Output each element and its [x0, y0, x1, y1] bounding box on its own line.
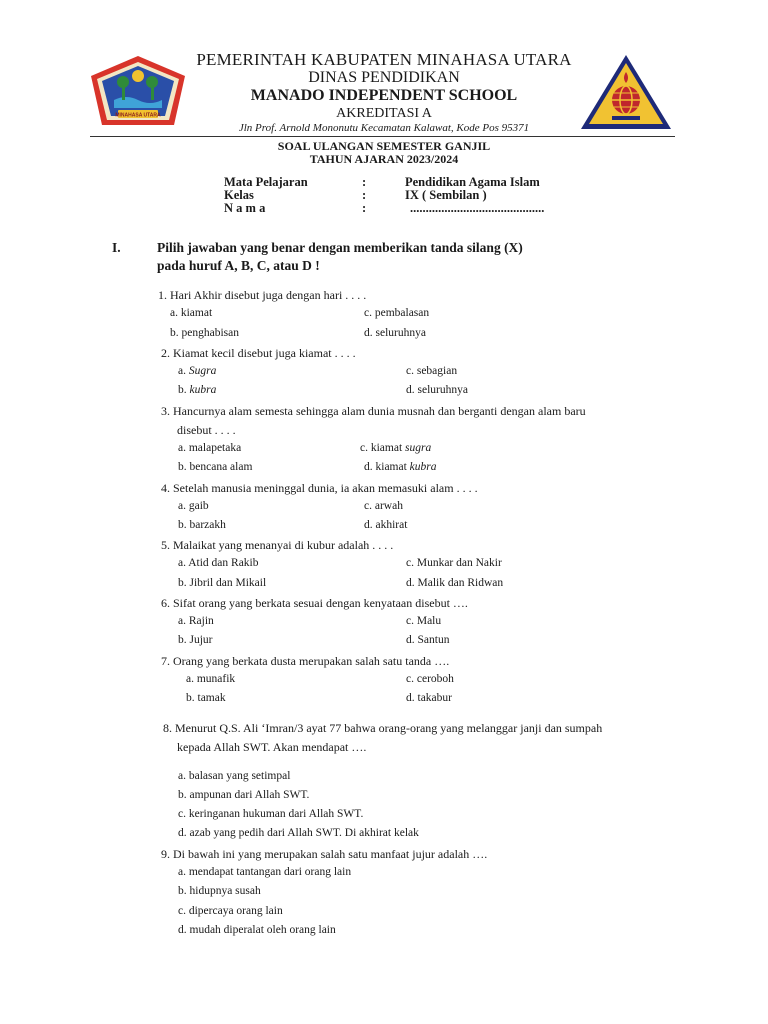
- section-number: I.: [112, 240, 121, 255]
- q2-option-d: d. seluruhnya: [406, 384, 468, 396]
- q4-option-b: b. barzakh: [178, 519, 226, 531]
- header-school-name: MANADO INDEPENDENT SCHOOL: [250, 87, 518, 104]
- q1-option-b: b. penghabisan: [170, 327, 239, 339]
- question-1: 1. Hari Akhir disebut juga dengan hari . . . .: [158, 288, 367, 302]
- q4-option-d: d. akhirat: [364, 519, 408, 531]
- question-8-line-2: kepada Allah SWT. Akan mendapat ….: [177, 740, 367, 754]
- name-colon: :: [362, 201, 367, 215]
- section-instruction-2: pada huruf A, B, C, atau D !: [157, 258, 320, 273]
- q3-option-b: b. bencana alam: [178, 461, 253, 473]
- header-address: Jln Prof. Arnold Mononutu Kecamatan Kalawat, Kode Pos 95371: [238, 122, 530, 134]
- q9-option-d: d. mudah diperalat oleh orang lain: [178, 924, 336, 936]
- class-value: IX ( Sembilan ): [405, 188, 487, 202]
- q5-option-b: b. Jibril dan Mikail: [178, 577, 267, 589]
- q2-option-c: c. sebagian: [406, 365, 458, 377]
- name-label: N a m a: [224, 201, 266, 215]
- exam-title: SOAL ULANGAN SEMESTER GANJIL: [277, 139, 491, 153]
- q3-option-a: a. malapetaka: [178, 442, 242, 454]
- question-4: 4. Setelah manusia meninggal dunia, ia akan memasuki alam . . . .: [161, 481, 478, 495]
- q3-option-d: d. kiamat kubra: [364, 461, 437, 473]
- header-accreditation: AKREDITASI A: [336, 106, 432, 121]
- academic-year: TAHUN AJARAN 2023/2024: [309, 152, 459, 166]
- q9-option-c: c. dipercaya orang lain: [178, 905, 283, 917]
- section-instruction-1: Pilih jawaban yang benar dengan memberikan tanda silang (X): [157, 240, 523, 255]
- q6-option-b: b. Jujur: [178, 634, 213, 646]
- q6-option-d: d. Santun: [406, 634, 450, 646]
- q7-option-c: c. ceroboh: [406, 673, 454, 685]
- question-7: 7. Orang yang berkata dusta merupakan salah satu tanda ….: [161, 654, 450, 668]
- q5-option-c: c. Munkar dan Nakir: [406, 557, 502, 569]
- question-6: 6. Sifat orang yang berkata sesuai dengan kenyataan disebut ….: [161, 596, 468, 610]
- svg-text:MINAHASA UTARA: MINAHASA UTARA: [115, 112, 161, 119]
- question-8-line-1: 8. Menurut Q.S. Ali ‘Imran/3 ayat 77 bahwa orang-orang yang melanggar janji dan sumpah: [163, 721, 603, 735]
- q7-option-a: a. munafik: [186, 673, 236, 685]
- subject-colon: :: [362, 175, 367, 189]
- q8-option-c: c. keringanan hukuman dari Allah SWT.: [178, 808, 364, 820]
- q1-option-d: d. seluruhnya: [364, 327, 426, 339]
- q1-option-c: c. pembalasan: [364, 307, 430, 319]
- class-label: Kelas: [224, 188, 254, 202]
- q5-option-a: a. Atid dan Rakib: [178, 557, 259, 569]
- q2-option-b: b. kubra: [178, 384, 217, 396]
- q8-option-a: a. balasan yang setimpal: [178, 770, 291, 782]
- q9-option-a: a. mendapat tantangan dari orang lain: [178, 866, 352, 878]
- q6-option-c: c. Malu: [406, 615, 442, 627]
- question-3-line-2: disebut . . . .: [177, 423, 236, 437]
- q2-option-a: a. Sugra: [178, 365, 217, 377]
- q4-option-c: c. arwah: [364, 500, 403, 512]
- q8-option-b: b. ampunan dari Allah SWT.: [178, 789, 310, 801]
- q4-option-a: a. gaib: [178, 500, 209, 512]
- q8-option-d: d. azab yang pedih dari Allah SWT. Di akhirat kelak: [178, 827, 419, 839]
- question-2: 2. Kiamat kecil disebut juga kiamat . . . .: [161, 346, 356, 360]
- q1-option-a: a. kiamat: [170, 307, 213, 319]
- header-government: PEMERINTAH KABUPATEN MINAHASA UTARA: [196, 50, 572, 69]
- q7-option-b: b. tamak: [186, 692, 226, 704]
- q9-option-b: b. hidupnya susah: [178, 885, 261, 897]
- question-5: 5. Malaikat yang menanyai di kubur adalah . . . .: [161, 538, 394, 552]
- q6-option-a: a. Rajin: [178, 615, 214, 627]
- subject-value: Pendidikan Agama Islam: [405, 175, 540, 189]
- question-3-line-1: 3. Hancurnya alam semesta sehingga alam dunia musnah dan berganti dengan alam baru: [161, 404, 586, 418]
- question-9: 9. Di bawah ini yang merupakan salah satu manfaat jujur adalah ….: [161, 847, 488, 861]
- header-divider: [90, 136, 675, 137]
- q3-option-c: c. kiamat sugra: [360, 442, 432, 454]
- subject-label: Mata Pelajaran: [224, 175, 308, 189]
- header-department: DINAS PENDIDIKAN: [308, 69, 460, 86]
- class-colon: :: [362, 188, 367, 202]
- q7-option-d: d. takabur: [406, 692, 452, 704]
- name-blank: ...........................................: [410, 201, 545, 215]
- q5-option-d: d. Malik dan Ridwan: [406, 577, 504, 589]
